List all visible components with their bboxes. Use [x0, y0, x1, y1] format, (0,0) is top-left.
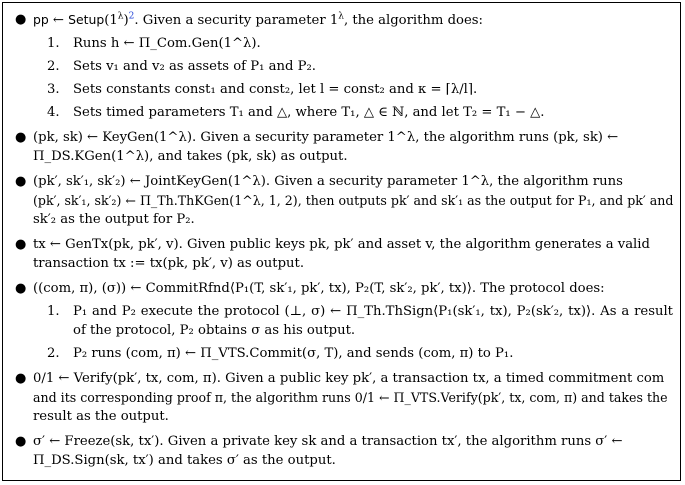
algorithm-list	[13, 10, 673, 476]
bullet-icon: ●	[15, 281, 27, 296]
definition-box	[2, 2, 681, 481]
freeze-line-2: Π_DS.Sign(sk, tx′) and takes σ′ as the output.	[33, 453, 336, 468]
list-item-setup	[13, 10, 673, 122]
verify-line-3: result as the output.	[33, 409, 169, 424]
step-number: 2.	[47, 59, 60, 74]
bullet-icon: ●	[15, 174, 27, 189]
step-number: 1.	[47, 36, 60, 51]
jointkeygen-line-1: (pk′, sk′₁, sk′₂) ← JointKeyGen(1^λ). Given a security parameter 1^λ, the algorithm runs	[33, 174, 623, 189]
bullet-icon: ●	[15, 12, 27, 27]
step-text: P₁ and P₂ execute the protocol (⊥, σ) ← Π_Th.ThSign⟨P₁(sk′₁, tx), P₂(sk′₂, tx)⟩. As a result of the protocol, P₂ obtains σ as his output.	[73, 304, 673, 338]
jointkeygen-line-3: sk′₂ as the output for P₂.	[33, 212, 195, 227]
step-number: 4.	[47, 105, 60, 120]
step-number: 2.	[47, 346, 60, 361]
list-item-jointkeygen	[13, 172, 673, 229]
step-text: Runs h ← Π_Com.Gen(1^λ).	[73, 36, 261, 51]
freeze-line-1: σ′ ← Freeze(sk, tx′). Given a private key sk and a transaction tx′, the algorithm runs σ′ ←	[33, 434, 623, 449]
list-item-commitrfnd	[13, 279, 673, 363]
keygen-line-1: (pk, sk) ← KeyGen(1^λ). Given a security parameter 1^λ, the algorithm runs (pk, sk) ←	[33, 130, 619, 145]
bullet-icon: ●	[15, 237, 27, 252]
footnote-link[interactable]: 2	[128, 11, 135, 22]
commitrfnd-line-1: ((com, π), (σ)) ← CommitRfnd⟨P₁(T, sk′₁, pk′, tx), P₂(T, sk′₂, pk′, tx)⟩. The protocol does:	[33, 281, 605, 296]
commitrfnd-step	[33, 302, 673, 340]
bullet-icon: ●	[15, 130, 27, 145]
bullet-icon: ●	[15, 371, 27, 386]
gentx-line-1: tx ← GenTx(pk, pk′, v). Given public keys pk, pk′ and asset v, the algorithm generates a valid	[33, 237, 650, 252]
jointkeygen-line-2: (pk′, sk′₁, sk′₂) ← Π_Th.ThKGen(1^λ, 1, 2), then outputs pk′ and sk′₁ as the output for P₁, and pk′ and	[33, 193, 674, 208]
list-item-verify	[13, 369, 673, 426]
list-item-gentx	[13, 235, 673, 273]
list-item-keygen	[13, 128, 673, 166]
setup-step	[33, 103, 673, 122]
step-number: 3.	[47, 82, 60, 97]
bullet-icon: ●	[15, 434, 27, 449]
verify-line-1: 0/1 ← Verify(pk′, tx, com, π). Given a public key pk′, a transaction tx, a timed commitment com	[33, 371, 665, 386]
setup-step	[33, 57, 673, 76]
setup-line-1: pp ← $Setup(1^\lambda)^2$. Given a security parameter $1^\lambda$, the algorithm does:	[33, 11, 483, 28]
setup-step	[33, 34, 673, 53]
gentx-line-2: transaction tx := tx(pk, pk′, v) as output.	[33, 256, 305, 271]
step-text: P₂ runs (com, π) ← Π_VTS.Commit(σ, T), and sends (com, π) to P₁.	[73, 346, 514, 361]
step-text: Sets v₁ and v₂ as assets of P₁ and P₂.	[73, 59, 316, 74]
step-text: Sets constants const₁ and const₂, let l = const₂ and κ = ⌈λ/l⌉.	[73, 82, 478, 97]
list-item-freeze	[13, 432, 673, 470]
verify-line-2: and its corresponding proof π, the algorithm runs 0/1 ← Π_VTS.Verify(pk′, tx, com, π) and takes the	[33, 390, 668, 405]
step-text: Sets timed parameters T₁ and △, where T₁, △ ∈ ℕ, and let T₂ = T₁ − △.	[73, 105, 545, 120]
step-number: 1.	[47, 304, 60, 319]
setup-step	[33, 80, 673, 99]
commitrfnd-step	[33, 344, 673, 363]
keygen-line-2: Π_DS.KGen(1^λ), and takes (pk, sk) as output.	[33, 149, 348, 164]
